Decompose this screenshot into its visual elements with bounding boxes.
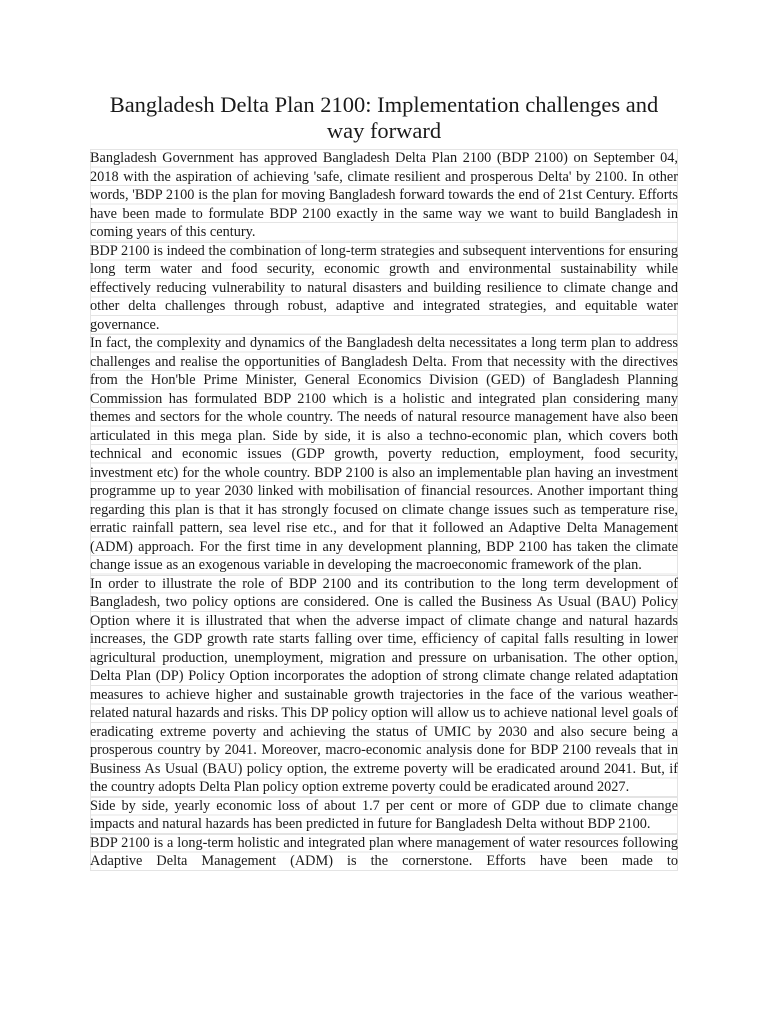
document-page [90, 92, 678, 871]
paragraph-1: Bangladesh Government has approved Bangladesh Delta Plan 2100 (BDP 2100) on September 04, 2018 with the aspiration of achieving 'safe, climate resilient and prosperous Delta' by 2100. In other words, 'BDP 2100 is the plan for moving Bangladesh forward towards the end of 21st Century. Efforts have been made to formulate BDP 2100 exactly in the same way we want to build Bangladesh in coming years of this century. [90, 150, 678, 240]
paragraph-4: In order to illustrate the role of BDP 2100 and its contribution to the long term development of Bangladesh, two policy options are considered. One is called the Business As Usual (BAU) Policy Option where it is illustrated that when the adverse impact of climate change and natural hazards increases, the GDP growth rate starts falling over time, efficiency of capital falls resulting in lower agricultural production, unemployment, migration and pressure on urbanisation. The other option, Delta Plan (DP) Policy Option incorporates the adoption of strong climate change related adaptation measures to achieve higher and sustainable growth trajectories in the face of the various weather-related natural hazards and risks. This DP policy option will allow us to achieve national level goals of eradicating extreme poverty and achieving the status of UMIC by 2030 and also secure being a prosperous country by 2041. Moreover, macro-economic analysis done for BDP 2100 reveals that in Business As Usual (BAU) policy option, the extreme poverty will be eradicated around 2041. But, if the country adopts Delta Plan policy option extreme poverty could be eradicated around 2027. [90, 575, 678, 795]
paragraph-3: In fact, the complexity and dynamics of the Bangladesh delta necessitates a long term plan to address challenges and realise the opportunities of Bangladesh Delta. From that necessity with the directives from the Hon'ble Prime Minister, General Economics Division (GED) of Bangladesh Planning Commission has formulated BDP 2100 which is a holistic and integrated plan considering many themes and sectors for the whole country. The needs of natural resource management have also been articulated in this mega plan. Side by side, it is also a techno-economic plan, which covers both technical and economic issues (GDP growth, poverty reduction, employment, food security, investment etc) for the whole country. BDP 2100 is also an implementable plan having an investment programme up to year 2030 linked with mobilisation of financial resources. Another important thing regarding this plan is that it has strongly focused on climate change issues such as temperature rise, erratic rainfall pattern, sea level rise etc., and for that it followed an Adaptive Delta Management (ADM) approach. For the first time in any development planning, BDP 2100 has taken the climate change issue as an exogenous variable in developing the macroeconomic framework of the plan. [90, 335, 678, 573]
paragraph-2: BDP 2100 is indeed the combination of long-term strategies and subsequent interventions for ensuring long term water and food security, economic growth and environmental sustainability while effectively reducing vulnerability to natural disasters and building resilience to climate change and other delta challenges through robust, adaptive and integrated strategies, and equitable water governance. [90, 242, 678, 333]
document-title: Bangladesh Delta Plan 2100: Implementation challenges and way forward [109, 92, 659, 143]
paragraph-6: BDP 2100 is a long-term holistic and integrated plan where management of water resources following Adaptive Delta Management (ADM) is the cornerstone. Efforts have been made to [90, 834, 678, 869]
paragraph-5: Side by side, yearly economic loss of about 1.7 per cent or more of GDP due to climate change impacts and natural hazards has been predicted in future for Bangladesh Delta without BDP 2100. [90, 797, 678, 832]
